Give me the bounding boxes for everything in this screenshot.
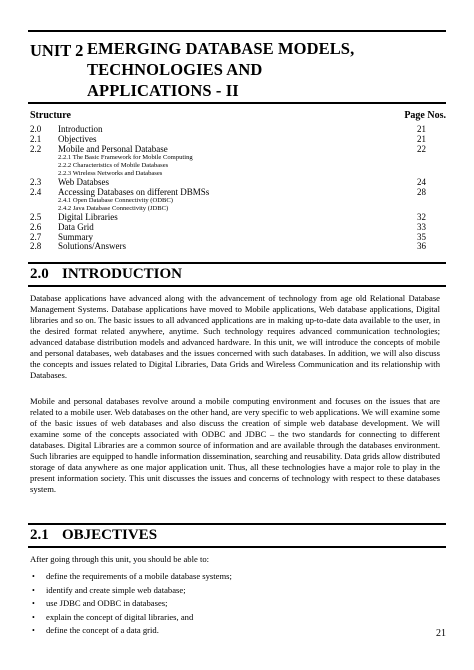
toc-item: 2.3 Web Databses 24	[30, 176, 426, 187]
section-title: INTRODUCTION	[62, 266, 183, 282]
toc-item: 2.2 Mobile and Personal Database 22	[30, 143, 426, 154]
section-title: OBJECTIVES	[62, 527, 158, 543]
intro-top-rule	[28, 262, 446, 264]
top-rule	[28, 30, 446, 32]
list-item: • identify and create simple web database;	[32, 584, 186, 595]
introduction-heading	[30, 266, 182, 283]
toc-item: 2.1 Objectives 21	[30, 133, 426, 144]
list-item: • explain the concept of digital libraries, and	[32, 611, 194, 622]
objectives-top-rule	[28, 523, 446, 525]
title-bottom-rule	[28, 102, 446, 104]
toc-item: 2.6 Data Grid 33	[30, 221, 426, 232]
objectives-heading	[30, 527, 157, 544]
toc-item: 2.7 Summary 35	[30, 231, 426, 242]
toc-item: 2.4 Accessing Databases on different DBMSs 28	[30, 186, 426, 197]
toc-item: 2.5 Digital Libraries 32	[30, 211, 426, 222]
unit-title-line-2: TECHNOLOGIES AND	[87, 60, 263, 79]
objectives-bottom-rule	[28, 546, 446, 548]
intro-paragraph-1: Database applications have advanced along with the advancement of technology from age old Relational Database Management Systems. Database applications have moved to Mobile applications, Web database applications, Digital libraries and so on. The basic issues to all advanced applications are in making up-to-date data available to the user, in the desired format related anywhere, anytime. Such technology requires advanced communication technologies; advanced database distribution models and advanced hardware. In this unit, we will introduce the concepts of mobile and personal databases, web databases and the issues concerned with such databases. In addition, we will also discuss the concepts and issues related to Digital Libraries, Data Grids and Wireless Communication and its relationship with Databases.	[30, 293, 440, 380]
unit-title-line-3: APPLICATIONS - II	[87, 81, 239, 100]
list-item: • define the requirements of a mobile database systems;	[32, 571, 232, 581]
table-of-contents	[30, 125, 446, 252]
section-number: 2.1	[30, 527, 49, 543]
page-nos-heading: Page Nos.	[404, 110, 446, 121]
toc-item: 2.8 Solutions/Answers 36	[30, 241, 426, 252]
intro-paragraph-2: Mobile and personal databases revolve around a mobile computing environment and focuses on the issues that are related to a mobile user. Web databases on the other hand, are very specific to web applications. We will examine some of the basic issues of web databases and also discuss the creation of simple web database development. We will examine some of the concepts associated with ODBC and JDBC – the two standards for connecting to different databases. Digital Libraries are a common source of information and are available through the databases environment. Such libraries are equipped to handle information dissemination, searching and reusability. Data grids allow distributed storage of data anywhere as one major application unit. Thus, all these technologies have a major role to play in the present information society. This unit discusses the issues and concerns of technology with respect to these databases system.	[30, 396, 440, 494]
intro-bottom-rule	[28, 285, 446, 287]
list-item: • define the concept of a data grid.	[32, 625, 159, 636]
unit-label: UNIT 2	[30, 41, 84, 60]
toc-subitem: 2.2.3 Wireless Networks and Databases	[58, 169, 163, 177]
section-number: 2.0	[30, 266, 49, 282]
toc-subitem: 2.4.2 Java Database Connectivity (JDBC)	[58, 205, 169, 213]
toc-item: 2.0 Introduction 21	[30, 124, 426, 134]
toc-subitem: 2.4.1 Open Database Connectivity (ODBC)	[58, 197, 174, 205]
toc-subitem: 2.2.1 The Basic Framework for Mobile Computing	[58, 154, 193, 162]
objectives-list	[30, 570, 440, 638]
unit-title-line-1: EMERGING DATABASE MODELS,	[87, 39, 355, 58]
toc-subitem: 2.2.2 Characteristics of Mobile Databases	[58, 162, 169, 170]
page-number: 21	[436, 628, 446, 639]
structure-heading: Structure	[30, 110, 71, 121]
list-item: • use JDBC and ODBC in databases;	[32, 598, 168, 609]
objectives-intro: After going through this unit, you should be able to:	[30, 554, 210, 564]
